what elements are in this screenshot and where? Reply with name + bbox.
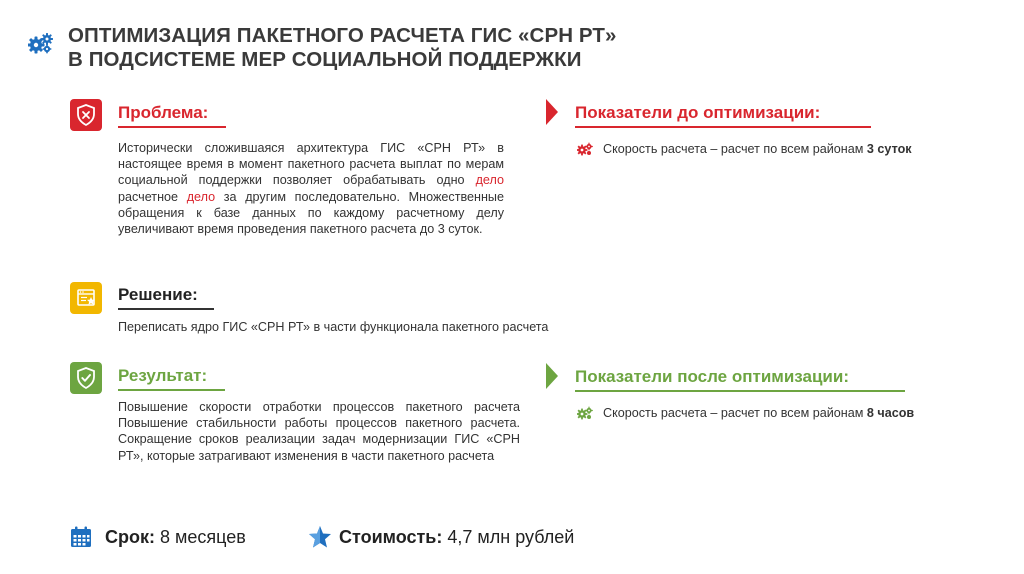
small-gears-icon [577,406,593,425]
term-value: 8 месяцев [155,527,246,547]
after-indicator-value: 8 часов [866,406,915,420]
chevron-right-icon [546,363,558,394]
title-line-2: В ПОДСИСТЕМЕ МЕР СОЦИАЛЬНОЙ ПОДДЕРЖКИ [68,48,582,71]
star-icon [308,525,332,554]
after-indicator [603,405,914,421]
solution-heading: Решение: [118,285,214,310]
cost-value: 4,7 млн рублей [442,527,575,547]
after-heading: Показатели после оптимизации: [575,367,905,392]
page-title [68,24,617,72]
problem-text [118,140,504,237]
problem-text-after: за другим последовательно. Множественные обращения к базе данных по каждому расчетному делу увеличивают время проведения пакетного расчета до 3 суток. [118,189,504,237]
before-indicator-value: 3 суток [866,142,912,156]
problem-highlight-2: дело [186,189,216,204]
solution-text: Переписать ядро ГИС «СРН РТ» в части функционала пакетного расчета [118,320,549,334]
shield-x-icon [70,99,102,131]
small-gears-icon [577,142,593,161]
term-label: Срок: [105,527,155,547]
title-line-1: ОПТИМИЗАЦИЯ ПАКЕТНОГО РАСЧЕТА ГИС «СРН РТ» [68,24,617,47]
before-indicator [603,141,912,157]
before-heading: Показатели до оптимизации: [575,103,871,128]
shield-check-icon [70,362,102,394]
problem-text-middle: расчетное [118,189,187,204]
result-badge [70,362,102,394]
problem-badge [70,99,102,131]
cost [339,527,574,548]
document-star-icon [70,282,102,314]
before-indicator-text: Скорость расчета – расчет по всем районам [603,142,867,156]
problem-highlight-1: дело [475,173,504,188]
calendar-icon [70,526,92,553]
problem-text-before: Исторически сложившаяся архитектура ГИС «СРН РТ» в настоящее время в момент пакетного расчета выплат по мерам социальной поддержки позволяет обрабатывать одно [118,141,504,188]
solution-badge [70,282,102,314]
after-indicator-text: Скорость расчета – расчет по всем районам [603,406,867,420]
result-heading: Результат: [118,366,225,391]
problem-heading: Проблема: [118,103,226,128]
gears-icon [28,32,54,54]
term [105,527,246,548]
chevron-right-icon [546,99,558,130]
result-text: Повышение скорости отработки процессов пакетного расчета Повышение стабильности работы процессов пакетного расчета. Сокращение сроков реализации задач модернизации ГИС «СРН РТ», которые затрагивают изменения в части пакетного расчета [118,400,520,463]
cost-label: Стоимость: [339,527,443,547]
